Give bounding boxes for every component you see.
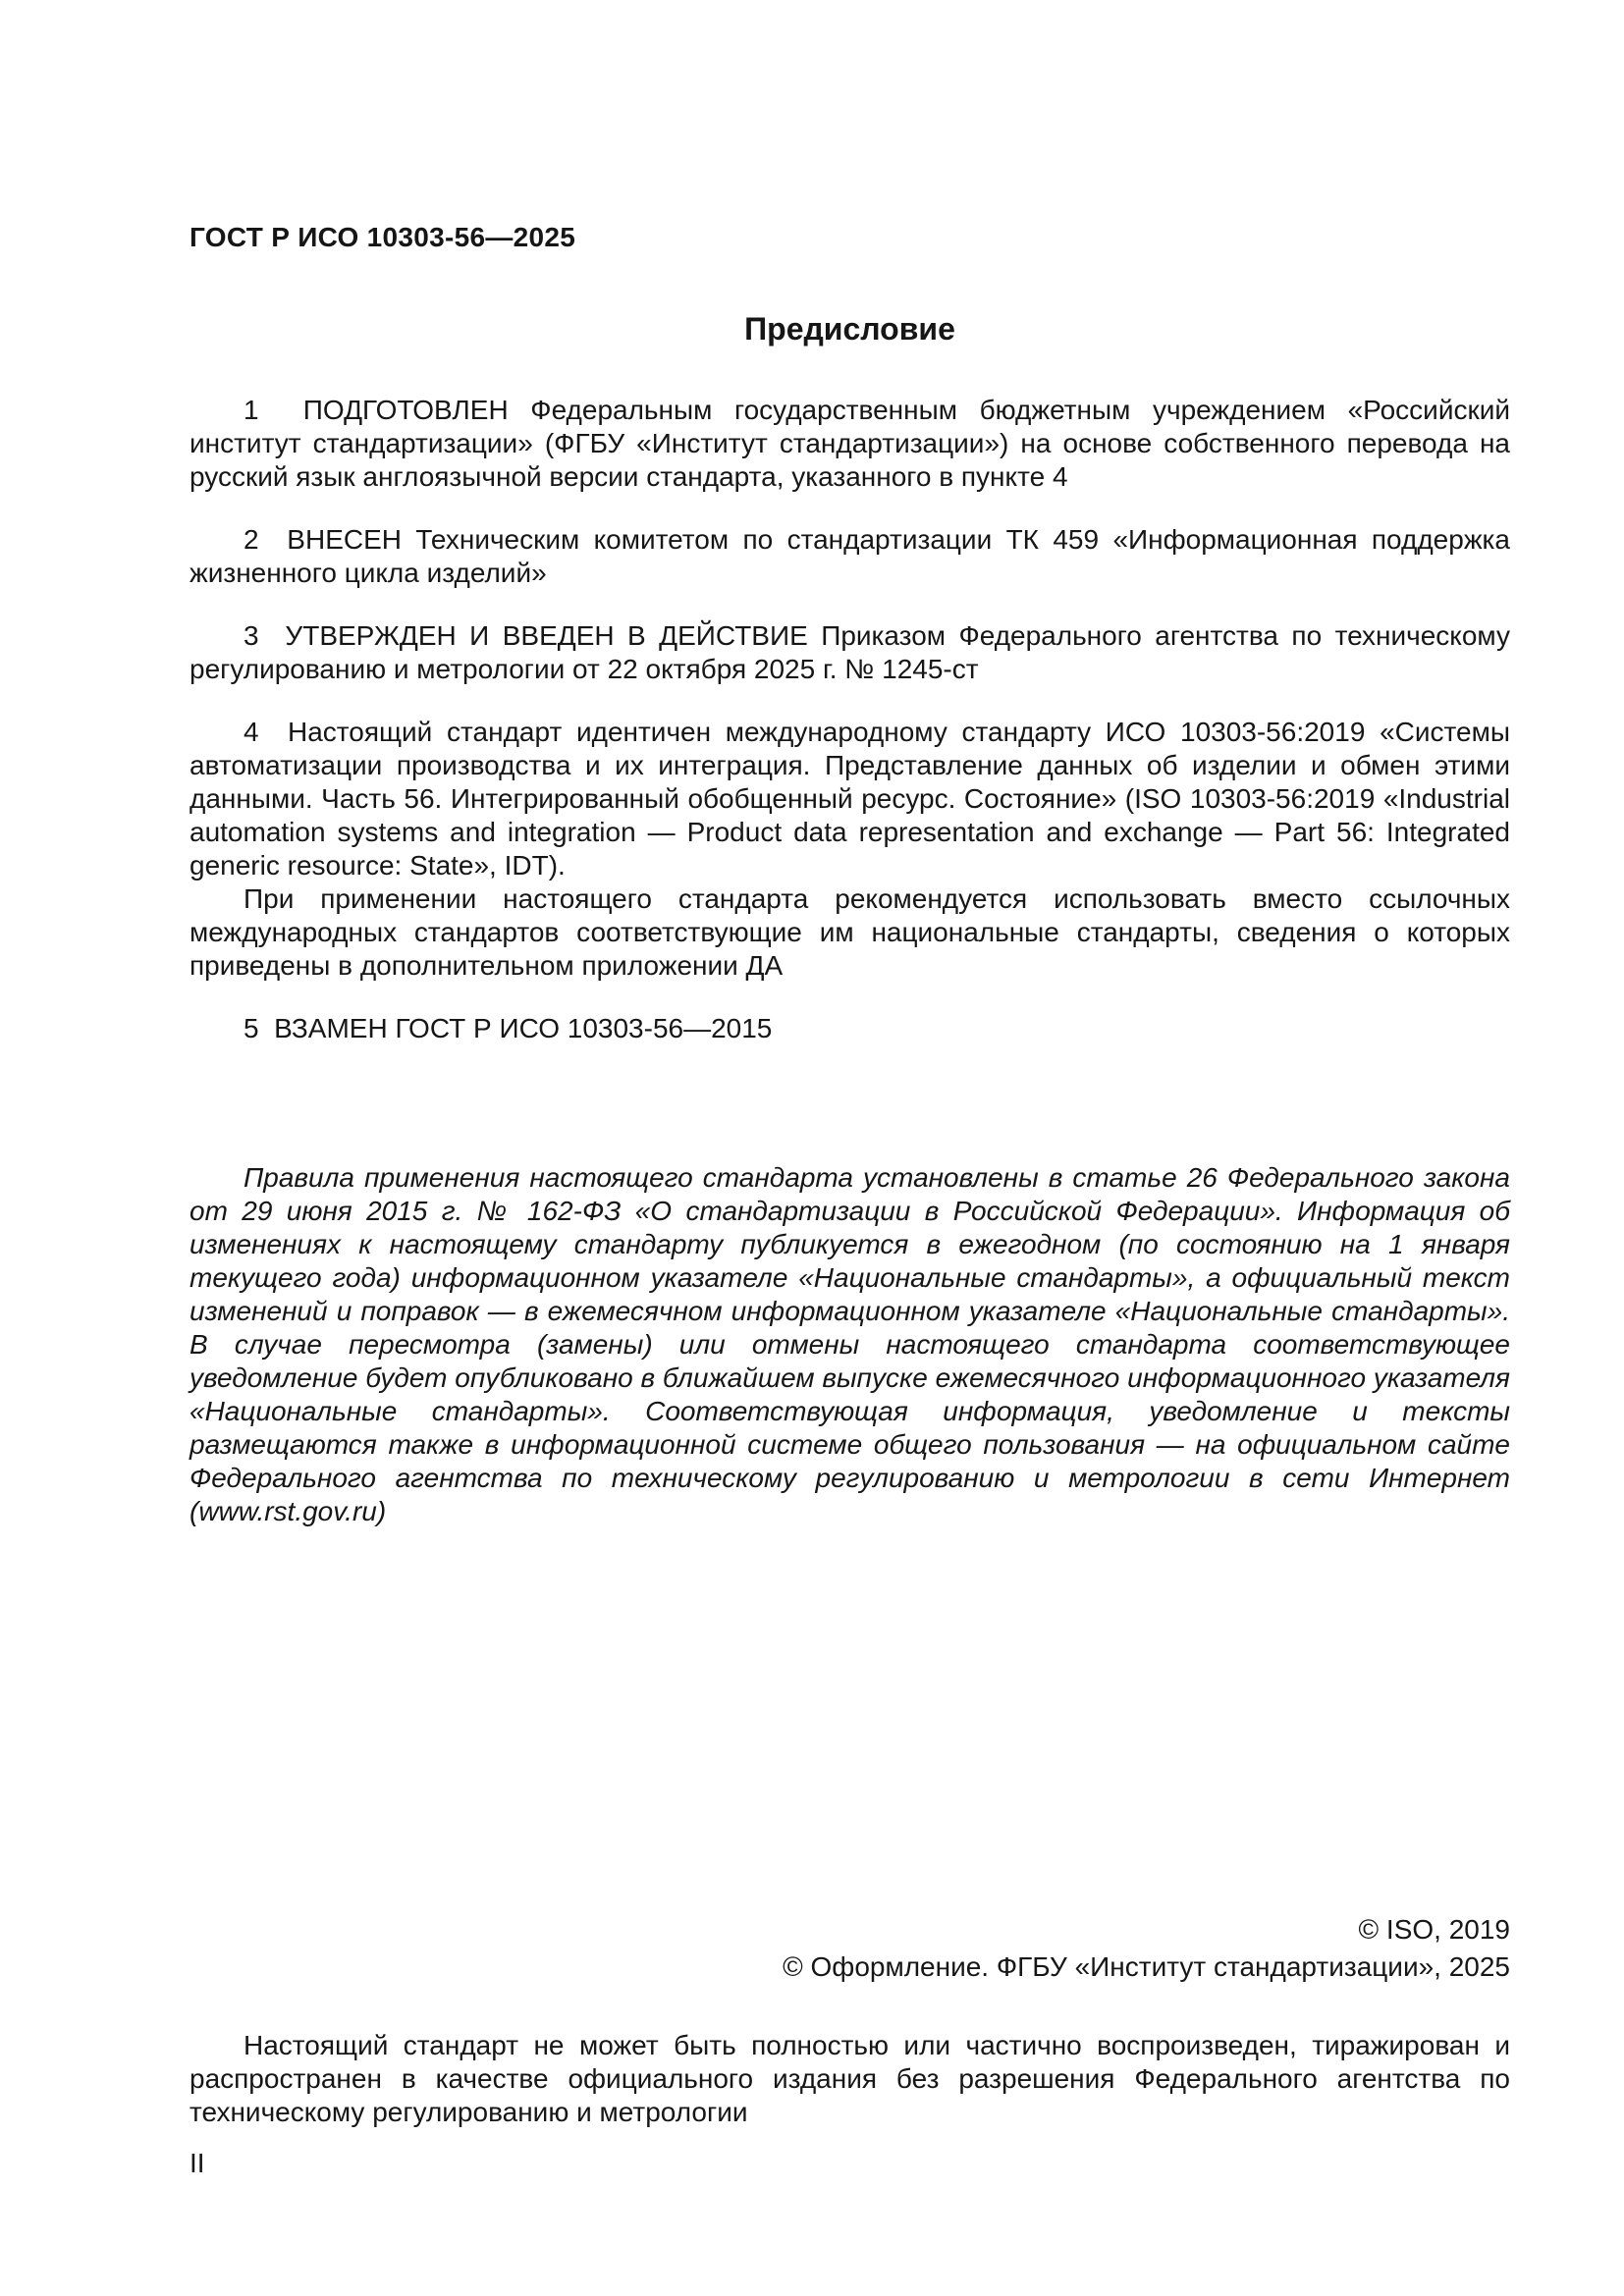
copyright-publisher: © Оформление. ФГБУ «Институт стандартизации», 2025 bbox=[783, 1951, 1510, 1982]
foreword-item-3: 3 УТВЕРЖДЕН И ВВЕДЕН В ДЕЙСТВИЕ Приказом Федерального агентства по техническому регулированию и метрологии от 22 октября 2025 г. № 1245-ст bbox=[189, 620, 1510, 684]
foreword-item-4-note: При применении настоящего стандарта рекомендуется использовать вместо ссылочных международных стандартов соответствующие им национальные стандарты, сведения о которых приведены в дополнительном приложении ДА bbox=[189, 883, 1510, 981]
page-number: II bbox=[189, 2148, 205, 2178]
reproduction-restriction: Настоящий стандарт не может быть полностью или частично воспроизведен, тиражирован и распространен в качестве официального издания без разрешения Федерального агентства по техническому регулированию и метрологии bbox=[189, 2030, 1510, 2127]
document-designation: ГОСТ Р ИСО 10303-56—2025 bbox=[189, 222, 576, 252]
copyright-iso: © ISO, 2019 bbox=[1358, 1914, 1510, 1945]
copyright-block bbox=[189, 1911, 1510, 1986]
foreword-item-2: 2 ВНЕСЕН Техническим комитетом по стандартизации ТК 459 «Информационная поддержка жизненного цикла изделий» bbox=[189, 524, 1510, 588]
page-title: Предисловие bbox=[744, 311, 955, 347]
foreword-item-1: 1 ПОДГОТОВЛЕН Федеральным государственным бюджетным учреждением «Российский институт стандартизации» (ФГБУ «Институт стандартизации») на основе собственного перевода на русский язык англоязычной версии стандарта, указанного в пункте 4 bbox=[189, 395, 1510, 492]
foreword-item-4: 4 Настоящий стандарт идентичен международному стандарту ИСО 10303-56:2019 «Системы автоматизации производства и их интеграция. Представление данных об изделии и обмен этими данными. Часть 56. Интегрированный обобщенный ресурс. Состояние» (ISO 10303-56:2019 «Industrial automation systems and integration — Product data representation and exchange — Part 56: Integrated generic resource: State», IDT). bbox=[189, 717, 1510, 881]
application-rules-note: Правила применения настоящего стандарта установлены в статье 26 Федерального закона от 29 июня 2015 г. № 162-ФЗ «О стандартизации в Российской Федерации». Информация об изменениях к настоящему стандарту публикуется в ежегодном (по состоянию на 1 января текущего года) информационном указателе «Национальные стандарты», а официальный текст изменений и поправок — в ежемесячном информационном указателе «Национальные стандарты». В случае пересмотра (замены) или отмены настоящего стандарта соответствующее уведомление будет опубликовано в ближайшем выпуске ежемесячного информационного указателя «Национальные стандарты». Соответствующая информация, уведомление и тексты размещаются также в информационной системе общего пользования — на официальном сайте Федерального агентства по техническому регулированию и метрологии в сети Интернет (www.rst.gov.ru) bbox=[189, 1162, 1510, 1526]
foreword-item-5: 5 ВЗАМЕН ГОСТ Р ИСО 10303-56—2015 bbox=[244, 1013, 773, 1043]
